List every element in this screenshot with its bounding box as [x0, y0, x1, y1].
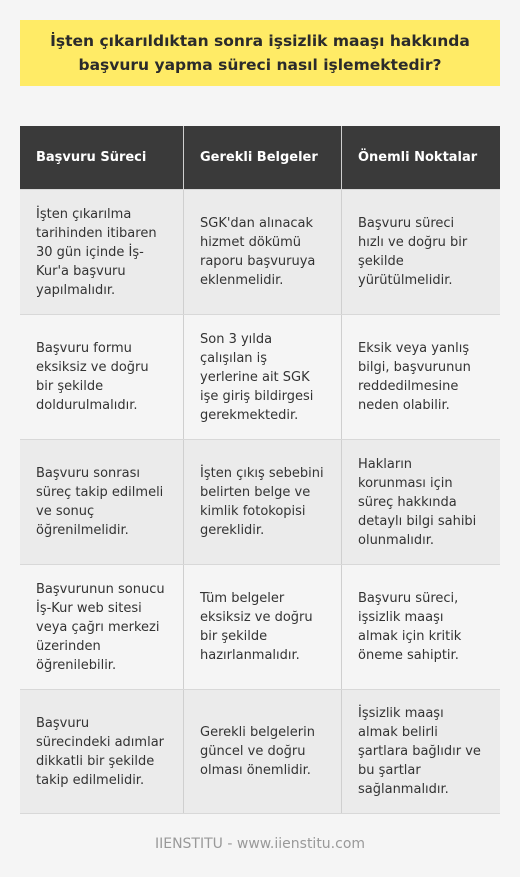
table-row — [20, 439, 500, 564]
table-cell: İşten çıkarılma tarihinden itibaren 30 gün içinde İş-Kur'a başvuru yapılmalıdır. — [20, 190, 184, 314]
table-row — [20, 564, 500, 689]
table-cell: Başvuru sürecindeki adımlar dikkatli bir şekilde takip edilmelidir. — [20, 690, 184, 813]
table-cell: Gerekli belgelerin güncel ve doğru olması önemlidir. — [184, 690, 342, 813]
table-cell: Başvuru süreci hızlı ve doğru bir şekilde yürütülmelidir. — [358, 216, 468, 288]
table-cell: İşsizlik maaşı almak belirli şartlara bağlıdır ve bu şartlar sağlanmalıdır. — [358, 706, 481, 797]
title-banner — [20, 20, 500, 86]
table-cell: Başvuru süreci, işsizlik maaşı almak için kritik öneme sahiptir. — [358, 591, 462, 663]
table-row — [20, 689, 500, 814]
table-cell: Tüm belgeler eksiksiz ve doğru bir şekilde hazırlanmalıdır. — [184, 565, 342, 689]
footer-text: IIENSTITU - www.iienstitu.com — [154, 836, 366, 852]
page-title: İşten çıkarıldıktan sonra işsizlik maaşı hakkında başvuru yapma süreci nasıl işlemektedir? — [50, 32, 470, 74]
table-cell: Başvurunun sonucu İş-Kur web sitesi veya çağrı merkezi üzerinden öğrenilebilir. — [20, 565, 184, 689]
table-row — [20, 189, 500, 314]
table-cell: Son 3 yılda çalışılan iş yerlerine ait SGK işe giriş bildirgesi gerekmektedir. — [184, 315, 342, 439]
table-cell: Başvuru formu eksiksiz ve doğru bir şekilde doldurulmalıdır. — [20, 315, 184, 439]
table-cell: Eksik veya yanlış bilgi, başvurunun reddedilmesine neden olabilir. — [358, 341, 471, 413]
table-header-row — [20, 126, 500, 189]
info-table — [20, 126, 500, 814]
header-cell-process: Başvuru Süreci — [20, 126, 184, 189]
table-cell: Hakların korunması için süreç hakkında detaylı bilgi sahibi olunmalıdır. — [358, 456, 477, 548]
table-cell: İşten çıkış sebebini belirten belge ve kimlik fotokopisi gereklidir. — [184, 440, 342, 564]
table-row — [20, 314, 500, 439]
header-cell-documents: Gerekli Belgeler — [184, 126, 342, 189]
table-cell: Başvuru sonrası süreç takip edilmeli ve sonuç öğrenilmelidir. — [20, 440, 184, 564]
table-cell: SGK'dan alınacak hizmet dökümü raporu başvuruya eklenmelidir. — [184, 190, 342, 314]
header-cell-notes: Önemli Noktalar — [358, 150, 478, 165]
